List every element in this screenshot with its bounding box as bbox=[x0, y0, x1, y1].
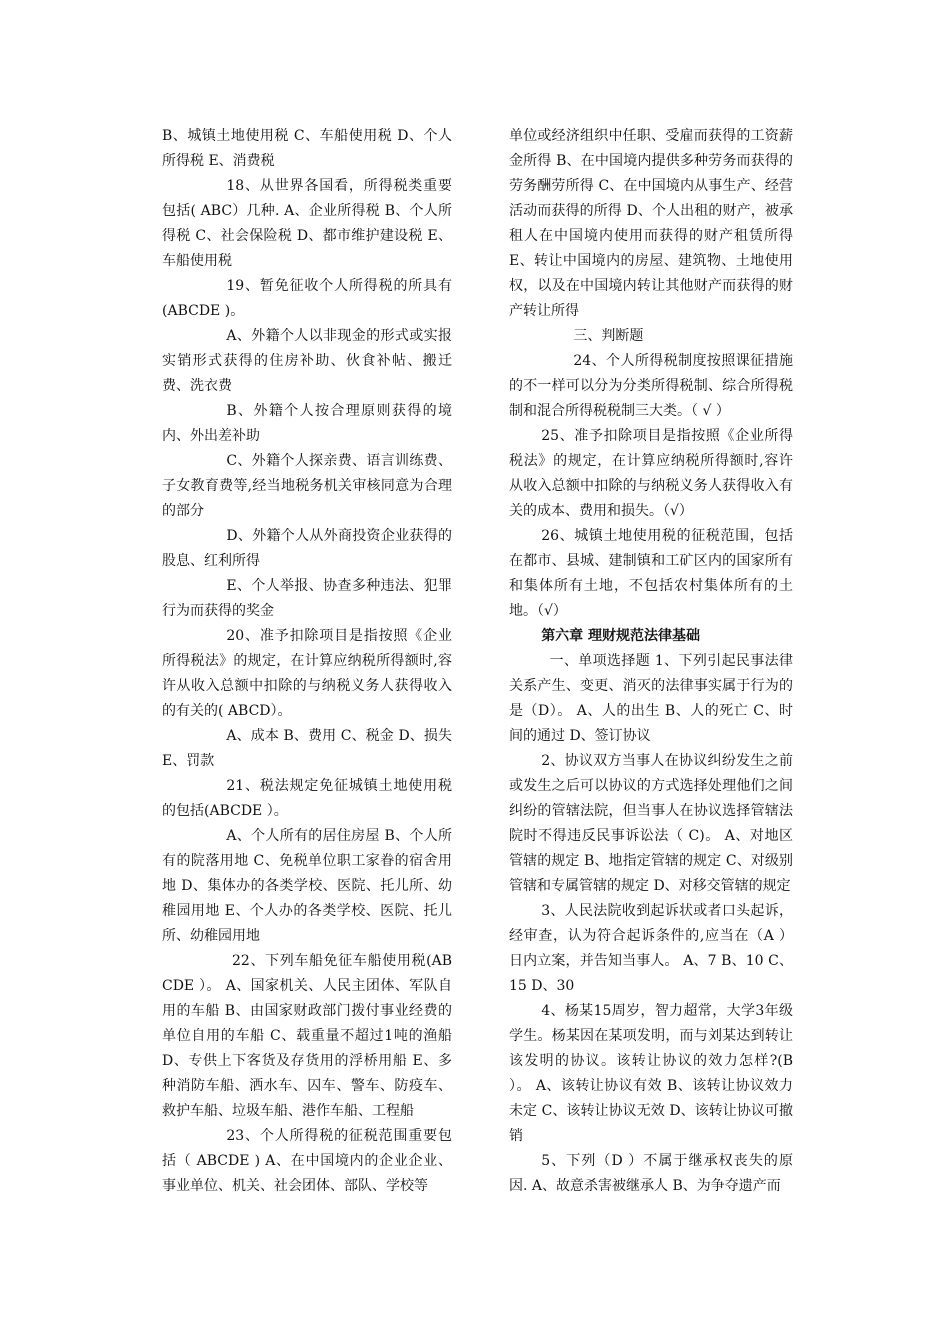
left-para-13: 23、个人所得税的征税范围重要包括（ ABCDE ) A、在中国境内的企业企业、事业单位、机关、社会团体、部队、学校等 bbox=[162, 1128, 452, 1194]
left-para-4: B、外籍个人按合理原则获得的境内、外出差补助 bbox=[162, 403, 452, 444]
right-para-10: 5、下列（D ）不属于继承权丧失的原因. A、故意杀害被继承人 B、为争夺遗产而 bbox=[509, 1153, 793, 1194]
section-heading-judgment: 三、判断题 bbox=[573, 328, 644, 344]
chapter-title: 第六章 理财规范法律基础 bbox=[541, 628, 701, 644]
left-para-9: A、成本 B、费用 C、税金 D、损失 E、罚款 bbox=[162, 728, 452, 769]
right-para-3: 25、准予扣除项目是指按照《企业所得税法》的规定，在计算应纳税所得额时,容许从收入总额中扣除的与纳税义务人获得收入有关的成本、费用和损失。（√） bbox=[509, 428, 793, 519]
left-para-8: 20、准予扣除项目是指按照《企业所得税法》的规定，在计算应纳税所得额时,容许从收入总额中扣除的与纳税义务人获得收入的有关的( ABCD）。 bbox=[162, 628, 452, 719]
left-para-10: 21、税法规定免征城镇土地使用税的包括(ABCDE ）。 bbox=[162, 778, 452, 819]
right-para-2: 24、个人所得税制度按照课征措施的不一样可以分为分类所得税制、综合所得税制和混合所得税税制三大类。（ √ ） bbox=[509, 353, 793, 419]
right-para-6: 一、单项选择题 1、下列引起民事法律关系产生、变更、消灭的法律事实属于行为的是（D）。 A、人的出生 B、人的死亡 C、时间的通过 D、签订协议 bbox=[509, 653, 793, 744]
right-para-4: 26、城镇土地使用税的征税范围，包括在都市、县城、建制镇和工矿区内的国家所有和集体所有土地，不包括农村集体所有的土地。（√） bbox=[509, 528, 793, 619]
left-para-2: 19、暂免征收个人所得税的所具有(ABCDE )。 bbox=[162, 278, 452, 319]
left-para-1: 18、从世界各国看，所得税类重要包括( ABC）几种. A、企业所得税 B、个人所得税 C、社会保险税 D、都市维护建设税 E、车船使用税 bbox=[162, 178, 452, 269]
right-para-7: 2、协议双方当事人在协议纠纷发生之前或发生之后可以协议的方式选择处理他们之间纠纷的管辖法院，但当事人在协议选择管辖法院时不得违反民事诉讼法（ C)。 A、对地区管辖的规定 B、地指定管辖的规定 C、对级别管辖和专属管辖的规定 D、对移交管辖的规定 bbox=[509, 753, 793, 894]
right-para-9: 4、杨某15周岁，智力超常，大学3年级学生。杨某因在某项发明，而与刘某达到转让该发明的协议。该转让协议的效力怎样?(B ）。 A、该转让协议有效 B、该转让协议效力未定 C、该转让协议无效 D、该转让协议可撤销 bbox=[509, 1003, 793, 1144]
right-column bbox=[509, 124, 793, 1199]
left-para-5: C、外籍个人探亲费、语言训练费、子女教育费等,经当地税务机关审核同意为合理的部分 bbox=[162, 453, 452, 519]
left-para-11: A、个人所有的居住房屋 B、个人所有的院落用地 C、免税单位职工家眷的宿舍用地 D、集体办的各类学校、医院、托儿所、幼稚园用地 E、个人办的各类学校、医院、托儿所、幼稚园用地 bbox=[162, 828, 452, 944]
left-para-6: D、外籍个人从外商投资企业获得的股息、红利所得 bbox=[162, 528, 452, 569]
right-para-8: 3、人民法院收到起诉状或者口头起诉，经审查，认为符合起诉条件的,应当在（A ）日内立案，并告知当事人。 A、7 B、10 C、15 D、30 bbox=[509, 903, 793, 994]
left-para-12: 22、下列车船免征车船使用税(ABCDE ）。 A、国家机关、人民主团体、军队自用的车船 B、由国家财政部门拨付事业经费的单位自用的车船 C、载重量不超过1吨的渔船 D、专供上下客货及存货用的浮桥用船 E、多种消防车船、洒水车、囚车、警车、防疫车、救护车船、垃圾车船、港作车船、工程船 bbox=[162, 953, 452, 1119]
left-para-3: A、外籍个人以非现金的形式或实报实销形式获得的住房补助、伙食补帖、搬迁费、洗衣费 bbox=[162, 328, 452, 394]
left-para-0: B、城镇土地使用税 C、车船使用税 D、个人所得税 E、消费税 bbox=[162, 128, 452, 169]
left-column bbox=[162, 124, 452, 1199]
left-para-7: E、个人举报、协查多种违法、犯罪行为而获得的奖金 bbox=[162, 578, 452, 619]
right-para-0: 单位或经济组织中任职、受雇而获得的工资薪金所得 B、在中国境内提供多种劳务而获得的劳务酬劳所得 C、在中国境内从事生产、经营活动而获得的所得 D、个人出租的财产，被承租人在中国境内使用而获得的财产租赁所得 E、转让中国境内的房屋、建筑物、土地使用权，以及在中国境内转让其他财产而获得的财产转让所得 bbox=[509, 128, 793, 319]
